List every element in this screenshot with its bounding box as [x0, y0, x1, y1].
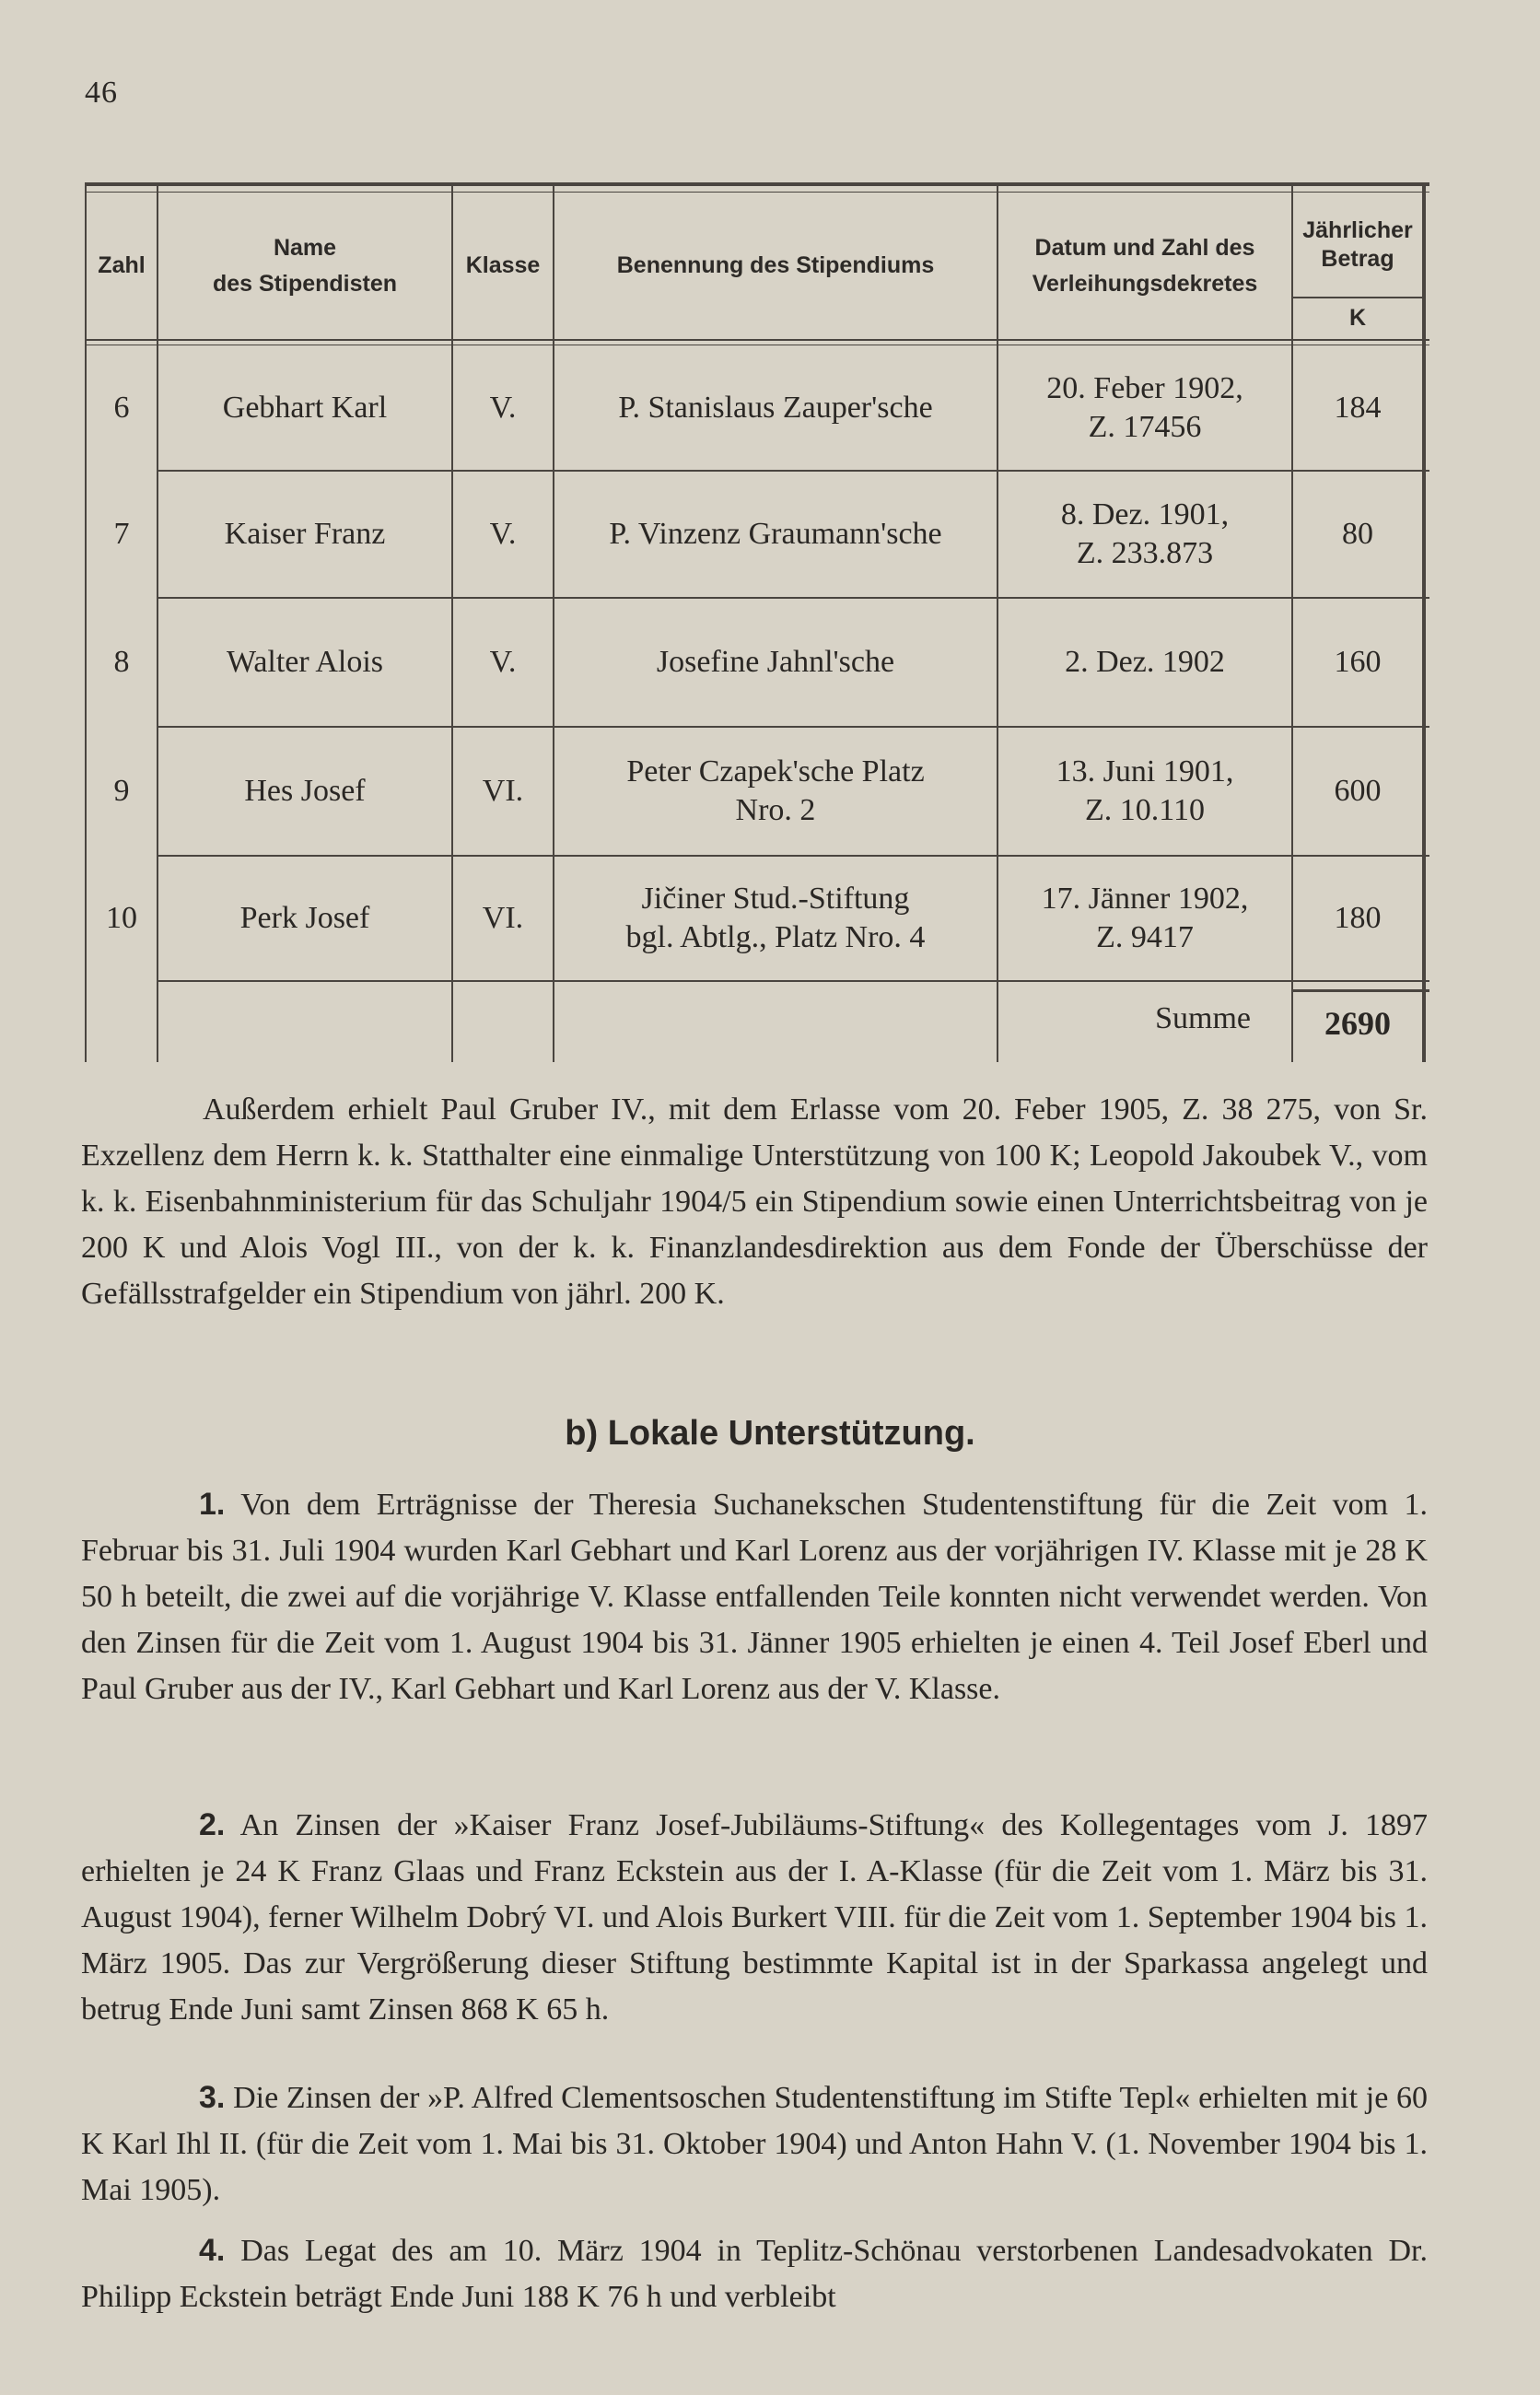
cell-benennung — [554, 857, 997, 980]
item-text: Die Zinsen der »P. Alfred Clementsoschen Studentenstiftung im Stifte Tepl« erhielten mit je 60 K Karl Ihl II. (für die Zeit vom 1. Mai bis 31. Oktober 1904) und Anton Hahn V. (1. November 1904 bis 1. Mai 1905). — [81, 2081, 1428, 2207]
table-top-rule-inner — [85, 192, 1429, 193]
datum-line1: 2. Dez. 1902 — [1065, 644, 1225, 679]
cell-klasse: V. — [489, 516, 517, 551]
cell-name: Gebhart Karl — [222, 390, 388, 425]
header-datum-line1: Datum und Zahl des — [1034, 234, 1255, 261]
cell-klasse: V. — [489, 390, 517, 425]
benennung-line2: bgl. Abtlg., Platz Nro. 4 — [625, 920, 926, 954]
item-number: 1. — [199, 1487, 226, 1522]
header-klasse: Klasse — [465, 252, 541, 279]
list-item — [81, 1802, 1428, 2033]
datum-line1: 20. Feber 1902, — [1046, 370, 1243, 405]
section-heading: b) Lokale Unterstützung. — [565, 1414, 975, 1453]
header-name — [158, 193, 451, 339]
header-bottom-rule — [85, 339, 1429, 341]
cell-name: Walter Alois — [226, 644, 384, 679]
cell-benennung — [554, 472, 997, 597]
cell-klasse: VI. — [482, 773, 524, 808]
cell-name: Hes Josef — [244, 773, 366, 808]
item-text: Das Legat des am 10. März 1904 in Teplitz-Schönau verstorbenen Landesadvokaten Dr. Philipp Eckstein beträgt Ende Juni 188 K 76 h und verbleibt — [81, 2234, 1428, 2314]
cell-benennung — [554, 346, 997, 470]
benennung-line2: Nro. 2 — [735, 793, 816, 827]
header-zahl: Zahl — [98, 252, 146, 279]
header-betrag — [1293, 193, 1422, 297]
datum-line1: 13. Juni 1901, — [1056, 754, 1234, 789]
header-benennung: Benennung des Stipendiums — [616, 252, 935, 279]
cell-zahl: 8 — [113, 644, 130, 679]
cell-betrag: 80 — [1342, 516, 1373, 551]
header-datum — [998, 193, 1291, 339]
item-text: Von dem Erträgnisse der Theresia Suchanekschen Studentenstiftung für die Zeit vom 1. Februar bis 31. Juli 1904 wurden Karl Gebhart und Karl Lorenz aus der vorjährigen IV. Klasse mit je 28 K 50 h beteilt, die zwei auf die vorjährige V. Klasse entfallenden Teile konnten nicht verwendet werden. Von den Zinsen für die Zeit vom 1. August 1904 bis 31. Jänner 1905 erhielten je einen 4. Teil Josef Eberl und Paul Gruber aus der IV., Karl Gebhart und Karl Lorenz aus der V. Klasse. — [81, 1488, 1428, 1706]
cell-benennung — [554, 728, 997, 855]
list-item — [81, 2227, 1428, 2320]
table-right-rule — [1422, 182, 1426, 1062]
stipend-table — [85, 182, 1429, 1062]
cell-datum — [998, 728, 1291, 855]
cell-datum — [998, 599, 1291, 726]
summe-value: 2690 — [1324, 1004, 1391, 1042]
cell-name: Kaiser Franz — [224, 516, 386, 551]
datum-line2: Z. 233.873 — [1076, 536, 1214, 570]
cell-betrag: 180 — [1334, 900, 1382, 935]
cell-datum — [998, 857, 1291, 980]
datum-line1: 17. Jänner 1902, — [1041, 881, 1249, 916]
cell-klasse: V. — [489, 644, 517, 679]
benennung-line1: Peter Czapek'sche Platz — [626, 754, 925, 789]
cell-zahl: 7 — [113, 516, 130, 551]
cell-name: Perk Josef — [239, 900, 370, 935]
cell-betrag: 184 — [1334, 390, 1382, 425]
item-text: An Zinsen der »Kaiser Franz Josef-Jubiläums-Stiftung« des Kollegentages vom J. 1897 erhielten je 24 K Franz Glaas und Franz Eckstein aus der I. A-Klasse (für die Zeit vom 1. März bis 31. August 1904), ferner Wilhelm Dobrý VI. und Alois Burkert VIII. für die Zeit vom 1. September 1904 bis 1. März 1905. Das zur Vergrößerung dieser Stiftung bestimmte Kapital ist in der Sparkassa angelegt und betrug Ende Juni samt Zinsen 868 K 65 h. — [81, 1808, 1428, 2027]
intro-paragraph: Außerdem erhielt Paul Gruber IV., mit dem Erlasse vom 20. Feber 1905, Z. 38 275, von Sr. Exzellenz dem Herrn k. k. Statthalter eine einmalige Unterstützung von 100 K; Leopold Jakoubek V., vom k. k. Eisenbahnministerium für das Schuljahr 1904/5 ein Stipendium sowie einen Unterrichtsbeitrag von je 200 K und Alois Vogl III., von der k. k. Finanzlandesdirektion aus dem Fonde der Überschüsse der Gefällsstrafgelder ein Stipendium von jährl. 200 K. — [81, 1092, 1428, 1311]
cell-datum — [998, 346, 1291, 470]
cell-betrag: 600 — [1334, 773, 1382, 808]
benennung-line1: P. Vinzenz Graumann'sche — [609, 516, 942, 551]
item-number: 2. — [199, 1807, 226, 1842]
cell-datum — [998, 472, 1291, 597]
cell-zahl: 6 — [113, 390, 130, 425]
header-name-line2: des Stipendisten — [212, 271, 398, 297]
cell-betrag: 160 — [1334, 644, 1382, 679]
datum-line1: 8. Dez. 1901, — [1060, 497, 1230, 532]
datum-line2: Z. 10.110 — [1084, 793, 1205, 827]
cell-zahl: 10 — [106, 900, 137, 935]
list-item — [81, 1481, 1428, 1712]
summe-label: Summe — [1155, 1000, 1251, 1035]
benennung-line1: P. Stanislaus Zauper'sche — [618, 390, 933, 425]
cell-klasse: VI. — [482, 900, 524, 935]
header-datum-line2: Verleihungsdekretes — [1032, 271, 1258, 297]
cell-benennung — [554, 599, 997, 726]
header-betrag-line2: Betrag — [1321, 246, 1394, 272]
table-top-rule — [85, 182, 1429, 186]
page-number: 46 — [85, 76, 118, 110]
header-name-line1: Name — [273, 234, 337, 261]
item-number: 4. — [199, 2233, 226, 2268]
cell-zahl: 9 — [113, 773, 130, 808]
item-number: 3. — [199, 2080, 226, 2115]
datum-line2: Z. 9417 — [1096, 920, 1194, 954]
list-item — [81, 2074, 1428, 2214]
datum-line2: Z. 17456 — [1088, 410, 1202, 444]
benennung-line1: Josefine Jahnl'sche — [656, 644, 895, 679]
header-betrag-line1: Jährlicher — [1302, 216, 1413, 243]
benennung-line1: Jičiner Stud.-Stiftung — [641, 881, 910, 916]
header-unit: K — [1348, 305, 1367, 332]
